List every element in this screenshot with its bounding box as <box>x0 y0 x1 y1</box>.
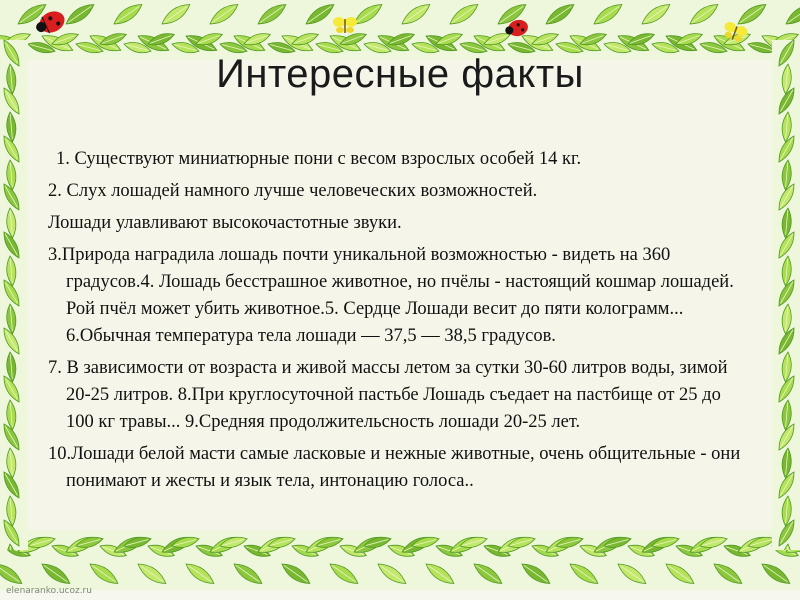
slide-title: Интересные факты <box>216 52 584 96</box>
fact-paragraph: Лошади улавливают высокочастотные звуки. <box>48 213 402 233</box>
leaf-garland-bottom-graphic <box>0 530 800 590</box>
leaf-garland-right <box>772 40 800 550</box>
leaf-garland-top <box>0 0 800 60</box>
leaf-garland-top-graphic <box>0 0 800 60</box>
leaf-garland-left <box>0 40 28 550</box>
fact-paragraph: 2. Слух лошадей намного лучше человеческих возможностей. <box>48 181 538 201</box>
leaf-garland-right-graphic <box>772 40 800 550</box>
footer-source: elenaranko.ucoz.ru <box>6 586 92 596</box>
slide-body <box>48 146 748 500</box>
fact-paragraph: 1. Существуют миниатюрные пони с весом взрослых особей 14 кг. <box>56 149 582 169</box>
leaf-garland-bottom <box>0 530 800 590</box>
fact-paragraph: 10.Лошади белой масти самые ласковые и нежные животные, очень общительные - они понимают и жесты и язык тела, интонацию голоса.. <box>48 444 741 491</box>
fact-paragraph: 3.Природа наградила лошадь почти уникальной возможностью - видеть на 360 градусов.4. Лошадь бесстрашное животное, но пчёлы - настоящий кошмар лошадей. Рой пчёл может убить животное.5. Сердце Лошади весит до пяти колограмм... 6.Обычная температура тела лошади — 37,5 — 38,5 градусов. <box>48 245 734 346</box>
leaf-garland-left-graphic <box>0 40 28 550</box>
fact-paragraph: 7. В зависимости от возраста и живой массы летом за сутки 30-60 литров воды, зимой 20-25 литров. 8.При круглосуточной пастьбе Лошадь съедает на пастбище от 25 до 100 кг травы... 9.Средняя продолжительсность лошади 20-25 лет. <box>48 358 728 432</box>
butterfly-icon <box>333 17 357 33</box>
